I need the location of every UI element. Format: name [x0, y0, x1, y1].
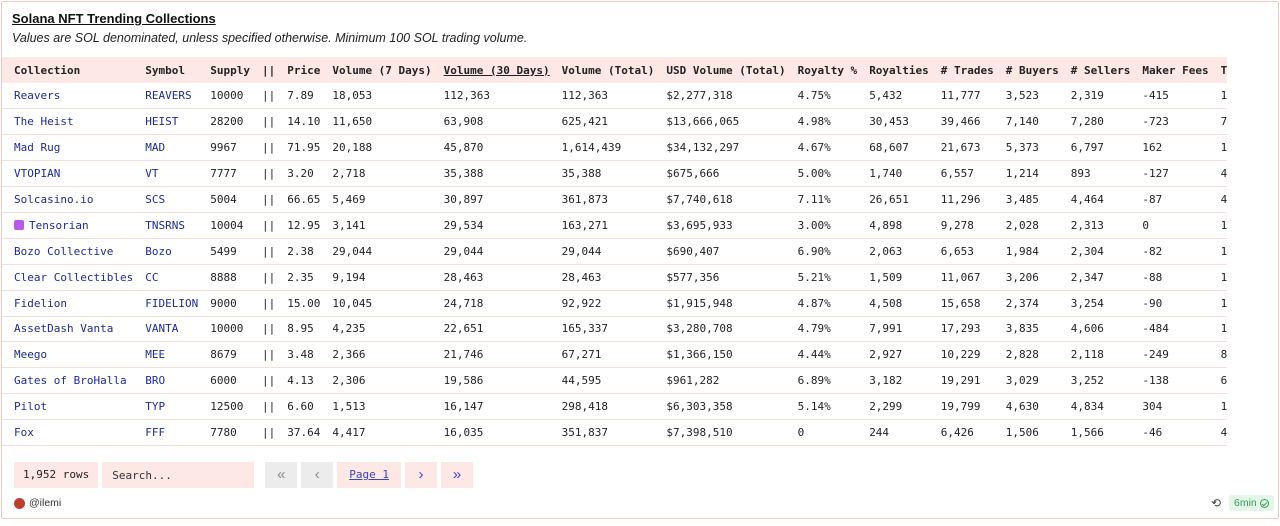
table-cell: HEIST	[133, 109, 198, 135]
dashboard-panel	[1, 1, 1279, 519]
table-cell: 22,651	[432, 316, 550, 342]
table-cell: 1,214	[994, 161, 1059, 187]
table-cell: 10004	[198, 212, 250, 238]
collection-name: Bozo Collective	[14, 244, 114, 258]
table-cell: 45,870	[432, 135, 550, 161]
collection-link[interactable]	[2, 368, 133, 394]
table-cell: 15.00	[275, 290, 320, 316]
table-cell: 35,388	[550, 161, 655, 187]
table-cell: 4.87%	[786, 290, 858, 316]
table-cell: 1,506	[994, 420, 1059, 446]
table-cell: 2,118	[1059, 342, 1131, 368]
table-cell: ||	[250, 264, 275, 290]
table-cell: 28,463	[432, 264, 550, 290]
table-cell: 10000	[198, 83, 250, 109]
table-cell: ||	[250, 187, 275, 213]
table-cell: 4.13	[275, 368, 320, 394]
table-cell: 67,271	[550, 342, 655, 368]
table-cell: VANTA	[133, 316, 198, 342]
collection-name: Solcasino.io	[14, 193, 94, 206]
table-cell: 18,053	[320, 83, 431, 109]
table-cell: $3,280,708	[654, 316, 785, 342]
table-cell: 304	[1130, 394, 1208, 420]
collection-link[interactable]	[2, 161, 133, 187]
table-cell: 66.65	[275, 187, 320, 213]
table-cell: 3,182	[857, 368, 929, 394]
collection-link[interactable]	[2, 187, 133, 213]
table-cell: ||	[250, 83, 275, 109]
page-subtitle: Values are SOL denominated, unless specified otherwise. Minimum 100 SOL trading volume.	[12, 31, 528, 45]
table-cell: -723	[1130, 109, 1208, 135]
table-cell: 6,557	[929, 161, 994, 187]
table-cell: MEE	[133, 342, 198, 368]
table-cell: 893	[1059, 161, 1131, 187]
table-cell: 162	[1130, 135, 1208, 161]
table-cell: 6,797	[1059, 135, 1131, 161]
table-cell: -127	[1130, 161, 1208, 187]
author-name: @ilemi	[29, 497, 62, 509]
table-cell: 8679	[198, 342, 250, 368]
table-cell: 7	[1209, 109, 1228, 135]
table-cell: 3,835	[994, 316, 1059, 342]
table-cell: 3.00%	[786, 212, 858, 238]
table-cell: $1,366,150	[654, 342, 785, 368]
table-cell: 4.79%	[786, 316, 858, 342]
table-cell: $34,132,297	[654, 135, 785, 161]
last-page-button[interactable]: »	[441, 462, 473, 488]
collection-name: AssetDash Vanta	[14, 322, 114, 336]
table-cell: 10000	[198, 316, 250, 342]
table-cell: 6000	[198, 368, 250, 394]
table-cell: 1,740	[857, 161, 929, 187]
table-cell: 1	[1209, 83, 1228, 109]
table-cell: 8888	[198, 264, 250, 290]
column-header[interactable]: ||	[261, 63, 276, 77]
check-icon	[1260, 499, 1269, 508]
table-cell: 26,651	[857, 187, 929, 213]
table-cell: 14.10	[275, 109, 320, 135]
table-cell: $3,695,933	[654, 212, 785, 238]
table-cell: 1	[1209, 394, 1228, 420]
table-cell: 12500	[198, 394, 250, 420]
table-cell: 21,746	[432, 342, 550, 368]
table-cell: ||	[250, 161, 275, 187]
table-cell: 2,063	[857, 238, 929, 264]
table-cell: -88	[1130, 264, 1208, 290]
table-cell: TYP	[133, 394, 198, 420]
collection-name: Mad Rug	[14, 141, 61, 155]
table-row	[2, 109, 1227, 135]
table-cell: 9967	[198, 135, 250, 161]
table-cell: 2,347	[1059, 264, 1131, 290]
table-cell: 2,028	[994, 212, 1059, 238]
table-cell: 1	[1209, 212, 1228, 238]
table-row	[2, 83, 1227, 109]
table-cell: 8	[1209, 342, 1228, 368]
table-cell: 44,595	[550, 368, 655, 394]
table-cell: $1,915,948	[654, 290, 785, 316]
table-cell: TNSRNS	[133, 212, 198, 238]
table-cell: 1	[1209, 290, 1228, 316]
search-input[interactable]	[102, 462, 254, 488]
table-cell: $690,407	[654, 238, 785, 264]
table-cell: 4,898	[857, 212, 929, 238]
collection-link[interactable]	[2, 83, 133, 109]
table-cell: 3,485	[994, 187, 1059, 213]
table-cell: 11,296	[929, 187, 994, 213]
table-cell: 37.64	[275, 420, 320, 446]
table-footer	[14, 462, 473, 488]
table-cell: 24,718	[432, 290, 550, 316]
table-cell: 7.11%	[786, 187, 858, 213]
next-page-button[interactable]: ›	[405, 462, 437, 488]
table-cell: SCS	[133, 187, 198, 213]
table-cell: 4,508	[857, 290, 929, 316]
table-cell: $2,277,318	[654, 83, 785, 109]
table-cell: 6,426	[929, 420, 994, 446]
table-cell: 2,304	[1059, 238, 1131, 264]
collection-name: Reavers	[14, 89, 61, 103]
table-cell: ||	[250, 368, 275, 394]
table-cell: 8.95	[275, 316, 320, 342]
table-cell: 2.38	[275, 238, 320, 264]
table-cell: 19,291	[929, 368, 994, 394]
table-cell: ||	[250, 420, 275, 446]
table-cell: 9,194	[320, 264, 431, 290]
table-cell: 351,837	[550, 420, 655, 446]
table-row	[2, 161, 1227, 187]
table-cell: $7,398,510	[654, 420, 785, 446]
results-table-container[interactable]	[2, 57, 1279, 449]
table-row	[2, 212, 1227, 238]
table-cell: 15,658	[929, 290, 994, 316]
column-header[interactable]: USD Volume (Total)	[666, 63, 786, 77]
table-row	[2, 368, 1227, 394]
table-cell: 35,388	[432, 161, 550, 187]
collection-link[interactable]	[2, 238, 133, 264]
table-cell: 2,299	[857, 394, 929, 420]
table-cell: ||	[250, 135, 275, 161]
table-cell: 30,453	[857, 109, 929, 135]
table-cell: 244	[857, 420, 929, 446]
table-cell: 112,363	[432, 83, 550, 109]
table-cell: 1,614,439	[550, 135, 655, 161]
table-cell: -90	[1130, 290, 1208, 316]
table-cell: 17,293	[929, 316, 994, 342]
freshness-label: 6min	[1234, 497, 1257, 509]
table-cell: 1,566	[1059, 420, 1131, 446]
table-cell: $675,666	[654, 161, 785, 187]
table-row	[2, 342, 1227, 368]
table-cell: 5499	[198, 238, 250, 264]
table-cell: 4,235	[320, 316, 431, 342]
table-cell: 10,229	[929, 342, 994, 368]
collection-name: Fox	[14, 426, 34, 440]
table-cell: 39,466	[929, 109, 994, 135]
table-cell: 4,834	[1059, 394, 1131, 420]
collection-name: Fidelion	[14, 296, 67, 310]
table-cell: 30,897	[432, 187, 550, 213]
table-row	[2, 394, 1227, 420]
table-cell: ||	[250, 316, 275, 342]
table-cell: CC	[133, 264, 198, 290]
table-cell: 12.95	[275, 212, 320, 238]
table-cell: 29,534	[432, 212, 550, 238]
collection-link[interactable]	[2, 290, 133, 316]
table-row	[2, 238, 1227, 264]
column-header[interactable]: # Trades	[940, 63, 994, 77]
table-cell: ||	[250, 290, 275, 316]
collection-link[interactable]	[2, 394, 133, 420]
table-cell: 3,141	[320, 212, 431, 238]
table-cell: 16,035	[432, 420, 550, 446]
collection-link[interactable]	[2, 342, 133, 368]
collection-name: Meego	[14, 348, 48, 362]
table-cell: ||	[250, 109, 275, 135]
table-cell: 68,607	[857, 135, 929, 161]
table-cell: 2,718	[320, 161, 431, 187]
table-cell: 20,188	[320, 135, 431, 161]
column-header[interactable]: # Sellers	[1070, 63, 1131, 77]
table-cell: 2,828	[994, 342, 1059, 368]
table-cell: REAVERS	[133, 83, 198, 109]
table-cell: 5.00%	[786, 161, 858, 187]
collection-name: Gates of BroHalla	[14, 374, 127, 388]
table-cell: -415	[1130, 83, 1208, 109]
table-cell: 4.75%	[786, 83, 858, 109]
table-cell: 6	[1209, 368, 1228, 394]
column-header[interactable]: Royalty %	[797, 63, 858, 77]
table-cell: 28200	[198, 109, 250, 135]
table-cell: 63,908	[432, 109, 550, 135]
table-cell: 7780	[198, 420, 250, 446]
table-cell: MAD	[133, 135, 198, 161]
table-cell: 4,464	[1059, 187, 1131, 213]
collection-logo-icon	[14, 220, 24, 230]
table-cell: 21,673	[929, 135, 994, 161]
table-cell: 1,509	[857, 264, 929, 290]
avatar	[14, 498, 25, 509]
table-cell: 3.48	[275, 342, 320, 368]
table-row	[2, 135, 1227, 161]
table-cell: 29,044	[320, 238, 431, 264]
table-cell: 2,374	[994, 290, 1059, 316]
table-cell: 6.90%	[786, 238, 858, 264]
results-table	[2, 57, 1227, 446]
collection-link[interactable]	[2, 212, 133, 238]
table-cell: 7,280	[1059, 109, 1131, 135]
table-cell: 16,147	[432, 394, 550, 420]
table-cell: Bozo	[133, 238, 198, 264]
table-cell: -249	[1130, 342, 1208, 368]
table-cell: ||	[250, 238, 275, 264]
table-cell: 4.98%	[786, 109, 858, 135]
table-cell: 4.44%	[786, 342, 858, 368]
column-header[interactable]: T	[1220, 63, 1228, 77]
table-cell: -46	[1130, 420, 1208, 446]
table-cell: 0	[786, 420, 858, 446]
table-cell: 5,469	[320, 187, 431, 213]
table-cell: 3,029	[994, 368, 1059, 394]
table-cell: 3,523	[994, 83, 1059, 109]
table-cell: -87	[1130, 187, 1208, 213]
table-cell: 5,432	[857, 83, 929, 109]
table-cell: 10,045	[320, 290, 431, 316]
table-cell: 3,254	[1059, 290, 1131, 316]
freshness-badge	[1229, 495, 1274, 511]
table-header-row	[2, 57, 1227, 83]
table-cell: 3,252	[1059, 368, 1131, 394]
table-cell: 4,606	[1059, 316, 1131, 342]
table-cell: 1	[1209, 316, 1228, 342]
table-cell: $7,740,618	[654, 187, 785, 213]
table-cell: 5.21%	[786, 264, 858, 290]
table-cell: 1,984	[994, 238, 1059, 264]
prev-page-button[interactable]: ‹	[301, 462, 333, 488]
table-cell: 2,319	[1059, 83, 1131, 109]
table-cell: 4	[1209, 187, 1228, 213]
table-cell: 92,922	[550, 290, 655, 316]
table-cell: $6,303,358	[654, 394, 785, 420]
table-cell: 625,421	[550, 109, 655, 135]
table-cell: 11,777	[929, 83, 994, 109]
table-cell: 71.95	[275, 135, 320, 161]
table-cell: 6.89%	[786, 368, 858, 394]
table-cell: -484	[1130, 316, 1208, 342]
table-cell: 2,313	[1059, 212, 1131, 238]
table-cell: 361,873	[550, 187, 655, 213]
column-header[interactable]: Royalties	[869, 63, 929, 77]
refresh-icon[interactable]: ⟲	[1211, 496, 1222, 510]
collection-name: The Heist	[14, 115, 74, 129]
table-row	[2, 187, 1227, 213]
table-cell: $13,666,065	[654, 109, 785, 135]
table-cell: 4.67%	[786, 135, 858, 161]
column-header[interactable]: Symbol	[145, 63, 185, 77]
table-cell: 5.14%	[786, 394, 858, 420]
collection-link[interactable]	[2, 109, 133, 135]
column-header[interactable]: Supply	[210, 63, 250, 77]
table-cell: 19,799	[929, 394, 994, 420]
table-cell: 2.35	[275, 264, 320, 290]
table-cell: FIDELION	[133, 290, 198, 316]
table-cell: 9,278	[929, 212, 994, 238]
table-cell: 3,206	[994, 264, 1059, 290]
table-cell: 2,927	[857, 342, 929, 368]
first-page-button[interactable]: «	[265, 462, 297, 488]
column-header[interactable]: # Buyers	[1005, 63, 1059, 77]
table-cell: -82	[1130, 238, 1208, 264]
table-cell: 7777	[198, 161, 250, 187]
table-row	[2, 316, 1227, 342]
table-cell: 19,586	[432, 368, 550, 394]
table-cell: 1	[1209, 135, 1228, 161]
table-cell: 0	[1130, 212, 1208, 238]
collection-name: VTOPIAN	[14, 167, 61, 181]
table-cell: 7,991	[857, 316, 929, 342]
table-cell: ||	[250, 394, 275, 420]
table-cell: $961,282	[654, 368, 785, 394]
table-cell: 5,373	[994, 135, 1059, 161]
table-cell: 2,306	[320, 368, 431, 394]
table-row	[2, 264, 1227, 290]
table-cell: 1	[1209, 264, 1228, 290]
collection-name: Clear Collectibles	[14, 270, 134, 284]
table-cell: 3.20	[275, 161, 320, 187]
table-cell: 165,337	[550, 316, 655, 342]
table-cell: 11,067	[929, 264, 994, 290]
collection-link[interactable]	[2, 135, 133, 161]
collection-link[interactable]	[2, 316, 133, 342]
table-cell: 4	[1209, 420, 1228, 446]
table-cell: ||	[250, 212, 275, 238]
author-link[interactable]	[14, 497, 61, 509]
table-cell: 29,044	[432, 238, 550, 264]
table-cell: 298,418	[550, 394, 655, 420]
table-cell: VT	[133, 161, 198, 187]
table-cell: 1	[1209, 238, 1228, 264]
table-cell: 28,463	[550, 264, 655, 290]
table-cell: 11,650	[320, 109, 431, 135]
table-cell: 4,417	[320, 420, 431, 446]
table-row	[2, 420, 1227, 446]
page-title: Solana NFT Trending Collections	[12, 11, 216, 26]
column-header[interactable]: Volume (7 Days)	[332, 63, 432, 77]
table-cell: 7,140	[994, 109, 1059, 135]
column-header[interactable]: Collection	[14, 63, 81, 77]
table-cell: FFF	[133, 420, 198, 446]
column-header[interactable]: Price	[287, 63, 321, 77]
table-cell: 9000	[198, 290, 250, 316]
table-cell: 163,271	[550, 212, 655, 238]
table-cell: $577,356	[654, 264, 785, 290]
column-header[interactable]: Volume (Total)	[561, 63, 655, 77]
row-count: 1,952 rows	[14, 462, 98, 488]
table-body	[2, 83, 1227, 445]
column-header[interactable]: Volume (30 Days)	[443, 63, 550, 77]
page-indicator[interactable]: Page 1	[337, 462, 401, 488]
collection-name: Tensorian	[29, 218, 89, 232]
column-header[interactable]: Maker Fees	[1142, 63, 1209, 77]
table-cell: -138	[1130, 368, 1208, 394]
table-cell: 1,513	[320, 394, 431, 420]
collection-name: Pilot	[14, 400, 48, 414]
collection-link[interactable]	[2, 420, 133, 446]
table-cell: 4,630	[994, 394, 1059, 420]
table-cell: 6.60	[275, 394, 320, 420]
table-cell: BRO	[133, 368, 198, 394]
collection-link[interactable]	[2, 264, 133, 290]
table-row	[2, 290, 1227, 316]
table-cell: 4	[1209, 161, 1228, 187]
table-cell: 7.89	[275, 83, 320, 109]
table-cell: 6,653	[929, 238, 994, 264]
table-cell: ||	[250, 342, 275, 368]
table-cell: 5004	[198, 187, 250, 213]
table-cell: 2,366	[320, 342, 431, 368]
table-cell: 112,363	[550, 83, 655, 109]
table-cell: 29,044	[550, 238, 655, 264]
